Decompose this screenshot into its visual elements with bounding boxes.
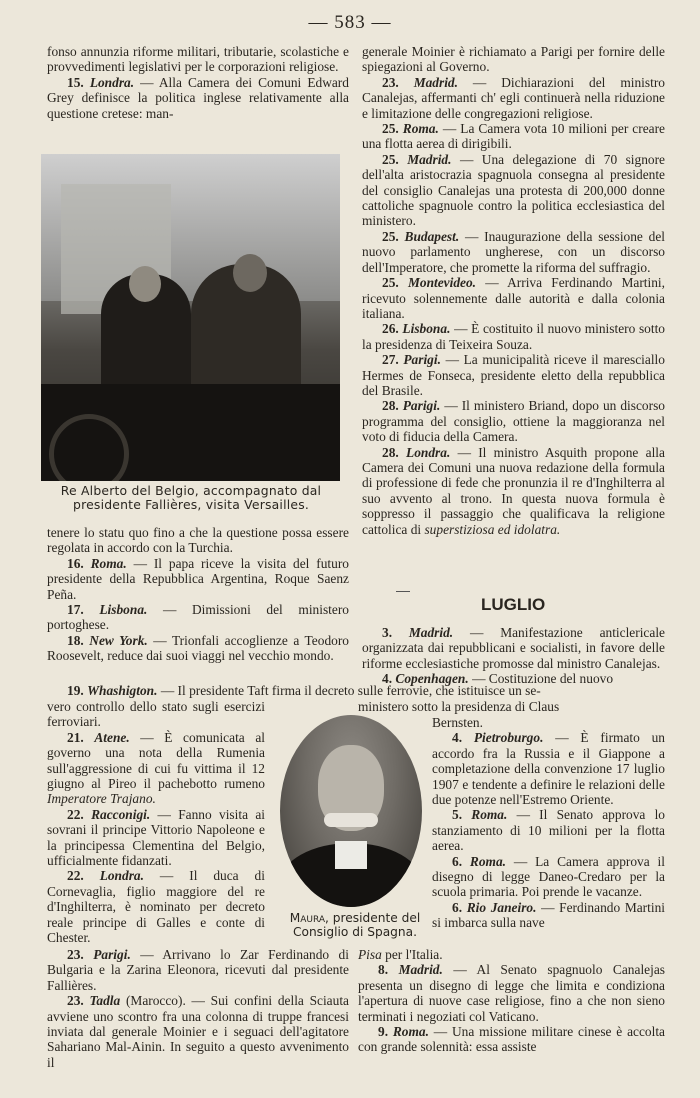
left-column-lower [47, 699, 265, 946]
entry: 28. Londra. — Il ministro Asquith propone alla Camera dei Comuni una nuova redazione della formula di professione di fede che pronunzia il re d'Inghilterra al suo avvento al trono. In questa nuova formula è soppresso il passaggio che qualificava la religione cattolica di superstiziosa ed idolatra. [362, 444, 665, 537]
left-column-mid [47, 525, 349, 664]
separator-dash [396, 591, 410, 592]
left-column-bottom [47, 947, 349, 1070]
entry-4-continuation: ministero sotto la presidenza di Claus [358, 699, 560, 714]
right-column-top [362, 44, 665, 537]
right-column-luglio [362, 625, 665, 687]
entry: 28. Parigi. — Il ministero Briand, dopo un discorso programma del consiglio, ottiene la maggioranza nel voto di fiducia della Camera. [362, 398, 665, 445]
entry: 25. Roma. — La Camera vota 10 milioni per creare una flotta aerea di dirigibili. [362, 121, 665, 152]
page-number: — 583 — [308, 12, 392, 33]
entry: 23. Tadla (Marocco). — Sui confini della Sciauta avviene uno scontro fra una colonna di truppe francesi inviata dal generale Moinier e i seguaci dell'agitatore Sahariano Mal-Ainin. In seguito a questo avvenimento il [47, 993, 349, 1070]
paragraph: generale Moinier è richiamato a Parigi per fornire delle spiegazioni al Governo. [362, 44, 665, 75]
entry: 23. Madrid. — Dichiarazioni del ministro Canalejas, affermanti ch' egli continuerà nella riduzione e limitazione delle congregazioni religiose. [362, 74, 665, 121]
entry: 23. Parigi. — Arrivano lo Zar Ferdinando di Bulgaria e la Zarina Eleonora, ricevuti dal presidente Fallières. [47, 947, 349, 993]
entry: 16. Roma. — Il papa riceve la visita del futuro presidente della Repubblica Argentina, Roque Saenz Peña. [47, 555, 349, 602]
entry: 3. Madrid. — Manifestazione anticlericale organizzata dai repubblicani e socialisti, in favore delle riforme ecclesiastiche promosse dal ministro Canalejas. [362, 625, 665, 671]
entry: 4. Pietroburgo. — È firmato un accordo fra la Russia e il Giappone a completazione della convenzione 17 luglio 1907 e tendente a definire le relazioni delle due potenze nell'Estremo Oriente. [432, 730, 666, 808]
entry: 9. Roma. — Una missione militare cinese è accolta con grande solennità: essa assiste [358, 1024, 665, 1055]
entry: 4. Copenhagen. — Costituzione del nuovo [382, 671, 614, 687]
entry: 6. Rio Janeiro. — Ferdinando Martini si imbarca sulla nave [432, 899, 665, 931]
paragraph: Bernsten. [432, 715, 483, 730]
entry: 17. Lisbona. — Dimissioni del ministero portoghese. [47, 602, 349, 633]
paragraph: fonso annunzia riforme militari, tributarie, scolastiche e provvedimenti legislativi per le corporazioni religiose. [47, 44, 349, 75]
entry: 25. Madrid. — Una delegazione di 70 signore dell'alta aristocrazia spagnuola consegna al presidente del consiglio Canalejas una protesta di 200,000 donne cattoliche spagnuole contro la politica ecclesiastica del ministero. [362, 151, 665, 229]
portrait-caption: Maura, presidente del Consiglio di Spagna. [289, 911, 421, 939]
entry: 15. Londra. — Alla Camera dei Comuni Edward Grey definisce la politica inglese relativamente alla questione cretese: man- [47, 74, 349, 121]
entry: 5. Roma. — Il Senato approva lo stanziamento di 10 milioni per la flotta aerea. [432, 807, 665, 854]
entry: 25. Budapest. — Inaugurazione della sessione del nuovo parlamento ungherese, con un discorso dell'Imperatore, che promette la riforma del suffragio. [362, 228, 665, 275]
entry: 26. Lisbona. — È costituito il nuovo ministero sotto la presidenza di Teixeira Souza. [362, 321, 665, 352]
right-column-narrow [432, 715, 665, 931]
paragraph: Pisa per l'Italia. [358, 947, 443, 962]
entry: 22. Londra. — Il duca di Cornevaglia, figlio maggiore del re d'Inghilterra, è nominato per decreto reale principe di Galles e conte di Chester. [47, 868, 265, 946]
entry: 27. Parigi. — La municipalità riceve il maresciallo Hermes de Fonseca, presidente eletto della repubblica del Brasile. [362, 352, 665, 398]
entry-19: 19. Whashigton. — Il presidente Taft firma il decreto sulle ferrovie, che istituisce un se- [67, 683, 541, 698]
entry: 22. Racconigi. — Fanno visita ai sovrani il principe Vittorio Napoleone e la principessa Clementina del Belgio, ufficialmente fidanzati. [47, 806, 265, 869]
section-title: LUGLIO [481, 595, 546, 614]
left-column-top [47, 44, 349, 121]
right-column-bottom [358, 947, 665, 1055]
entry: 25. Montevideo. — Arriva Ferdinando Martini, ricevuto solennemente dalle autorità e dalla colonia italiana. [362, 275, 665, 321]
entry: 21. Atene. — È comunicata al governo una nota della Rumenia sull'aggressione di cui fu vittima il 12 giugno al Pireo il pachebotto rumeno Imperatore Trajano. [47, 729, 265, 807]
paragraph: tenere lo statu quo fino a che la questione possa essere regolata in accordo con la Turchia. [47, 525, 349, 556]
portrait-maura [280, 715, 422, 907]
photo-caption: Re Alberto del Belgio, accompagnato dal presidente Fallières, visita Versailles. [60, 483, 322, 512]
entry: 18. New York. — Trionfali accoglienze a Teodoro Roosevelt, reduce dai suoi viaggi nel vecchio mondo. [47, 632, 349, 664]
entry: 8. Madrid. — Al Senato spagnuolo Canalejas presenta un disegno di legge che limita e condiziona l'apertura di nuove case religiose, fino a che non sieno terminati i negoziati col Vaticano. [358, 962, 665, 1024]
paragraph: vero controllo dello stato sugli esercizi ferroviari. [47, 699, 265, 730]
entry: 6. Roma. — La Camera approva il disegno di legge Daneo-Credaro per la scuola primaria. Poi prende le vacanze. [432, 853, 665, 900]
photo-king-albert [41, 154, 340, 481]
